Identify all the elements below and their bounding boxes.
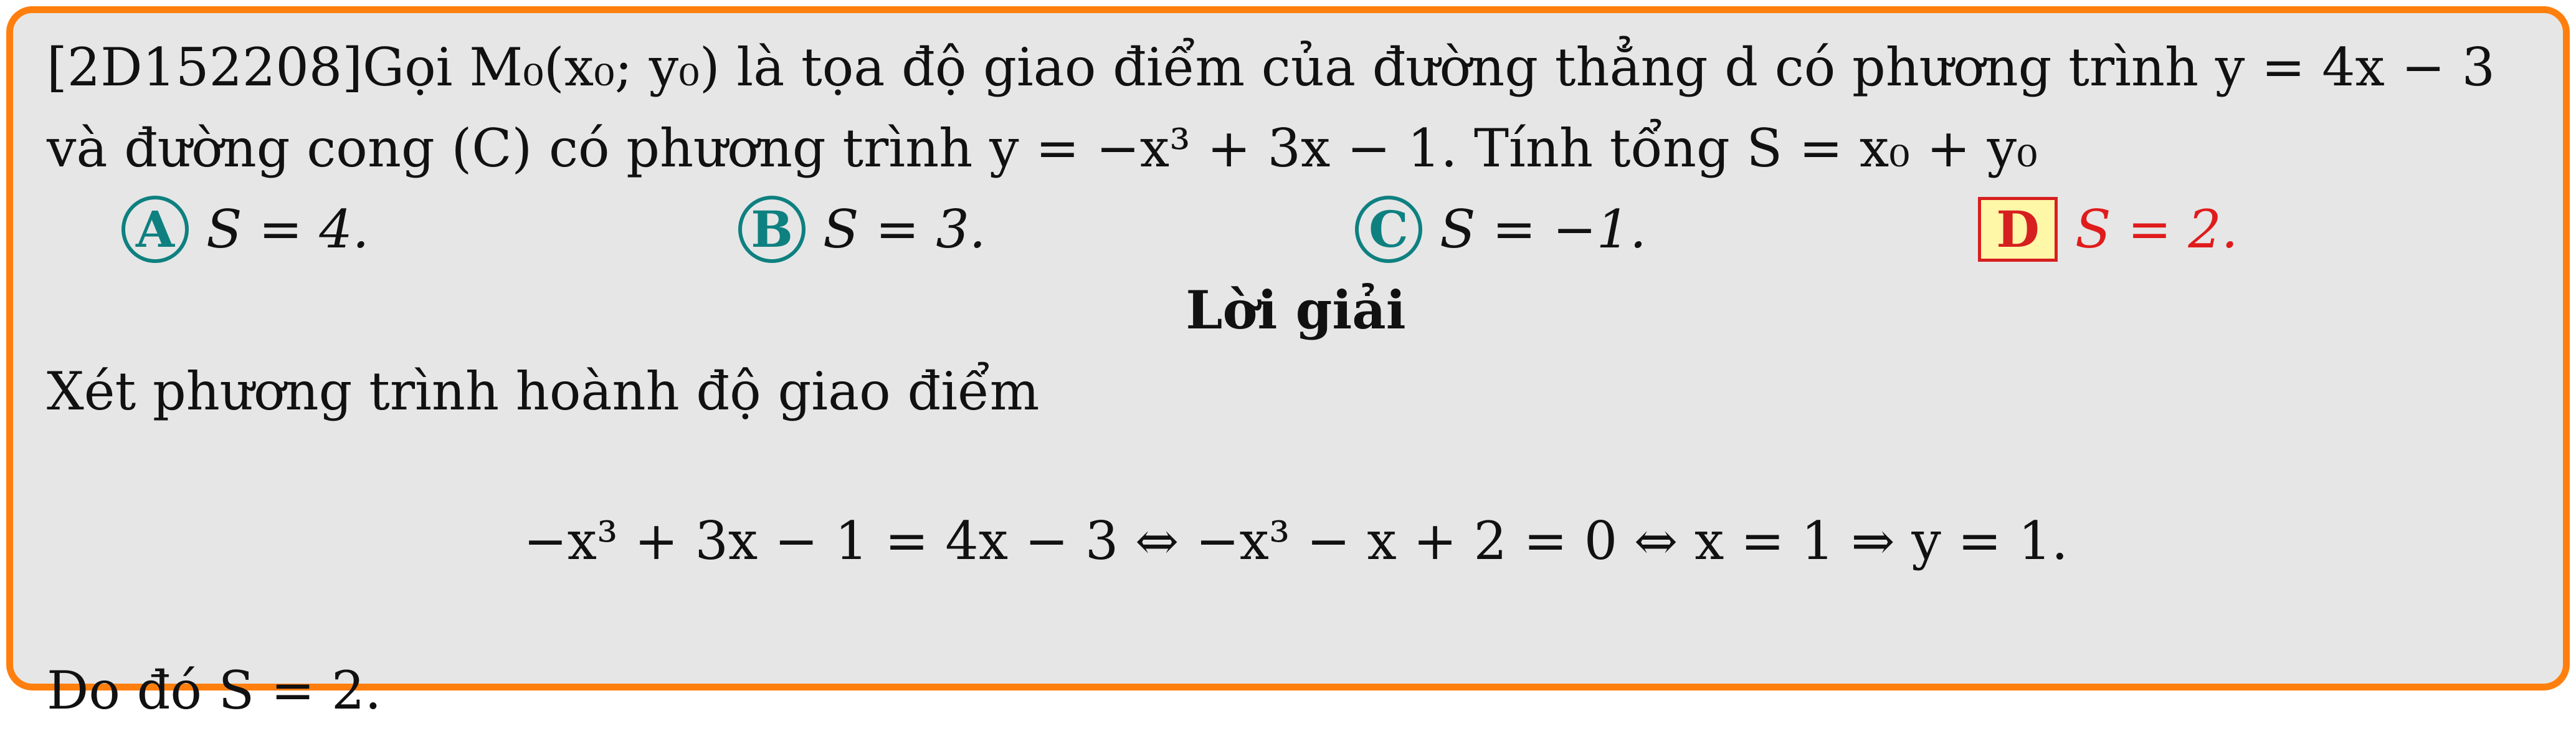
question-line-1: [2D152208]Gọi M₀(x₀; y₀) là tọa độ giao điểm của đường thẳng d có phương trình y = 4x − 3	[47, 37, 2496, 98]
choice-c-letter-badge: C	[1355, 196, 1422, 263]
question-card	[6, 6, 2570, 721]
solution-equation: −x³ + 3x − 1 = 4x − 3 ⇔ −x³ − x + 2 = 0 ⇔ x = 1 ⇒ y = 1.	[523, 510, 2068, 571]
choice-b-letter-badge: B	[738, 196, 806, 263]
choice-d-letter-badge: D	[1978, 197, 2058, 262]
choice-b-text: S = 3.	[823, 199, 986, 260]
choice-d-text: S = 2.	[2075, 199, 2238, 260]
choice-d-correct[interactable]	[1978, 189, 2238, 270]
question-line-2: và đường cong (C) có phương trình y = −x³ + 3x − 1. Tính tổng S = x₀ + y₀	[47, 118, 2038, 179]
answer-choices	[47, 189, 2545, 270]
solution-intro: Xét phương trình hoành độ giao điểm	[47, 361, 1040, 422]
solution-conclusion: Do đó S = 2.	[47, 660, 382, 721]
choice-b[interactable]	[738, 189, 986, 270]
question-content	[47, 27, 2545, 731]
choice-c-text: S = −1.	[1440, 199, 1647, 260]
solution-heading: Lời giải	[1186, 279, 1406, 341]
choice-a-letter-badge: A	[121, 196, 189, 263]
choice-c[interactable]	[1355, 189, 1647, 270]
choice-a-text: S = 4.	[206, 199, 369, 260]
choice-a[interactable]	[121, 189, 369, 270]
